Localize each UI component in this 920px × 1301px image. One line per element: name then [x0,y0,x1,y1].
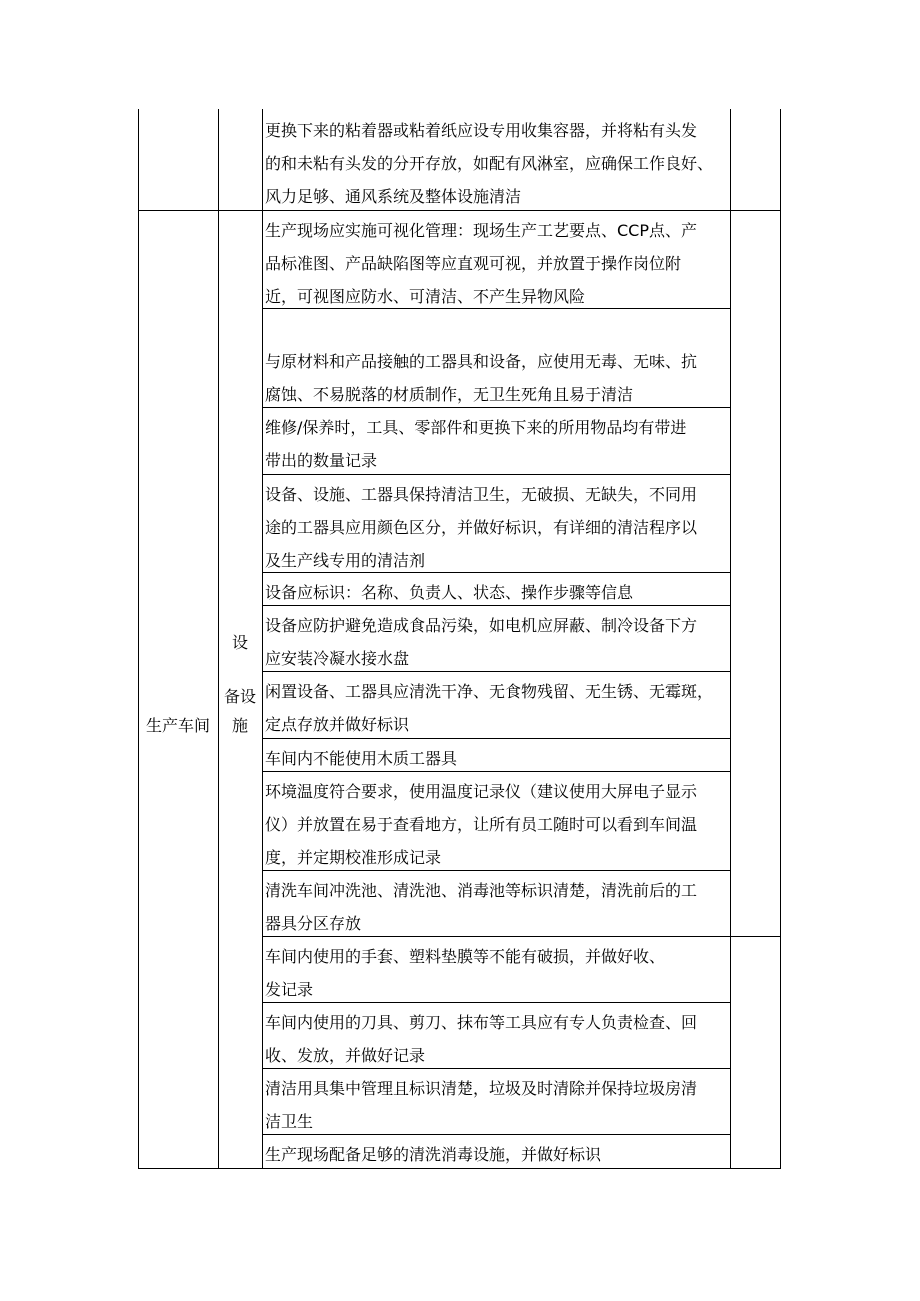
requirement-text-line: 风力足够、通风系统及整体设施清洁 [265,187,522,206]
requirement-text-line: 设备应标识：名称、负责人、状态、操作步骤等信息 [265,583,634,602]
requirement-text-line: 车间内使用的刀具、剪刀、抹布等工具应有专人负责检查、回 [265,1013,698,1032]
column-divider-2 [262,109,263,1169]
category-workshop: 生产车间 [146,716,211,735]
row-divider [262,1134,731,1135]
requirement-text-line: 定点存放并做好标识 [265,715,410,734]
requirement-text-line: 仪）并放置在易于查看地方，让所有员工随时可以看到车间温 [265,815,698,834]
requirement-text-line: 维修/保养时，工具、零部件和更换下来的所用物品均有带进 [265,418,687,437]
requirement-text-line: 闲置设备、工器具应清洗干净、无食物残留、无生锈、无霉斑， [265,682,714,701]
requirement-text-line: 洁卫生 [265,1112,314,1131]
subcategory-line-2: 备设 [224,687,257,706]
requirement-text-line: 生产现场应实施可视化管理：现场生产工艺要点、CCP点、产 [265,221,697,240]
requirement-text-line: 腐蚀、不易脱落的材质制作，无卫生死角且易于清洁 [265,385,634,404]
table-border-right [780,109,781,1169]
requirement-text-line: 生产现场配备足够的清洗消毒设施，并做好标识 [265,1145,602,1164]
requirement-text-line: 车间内不能使用木质工器具 [265,749,458,768]
requirement-text-line: 收、发放，并做好记录 [265,1046,426,1065]
requirement-text-line: 设备、设施、工器具保持清洁卫生，无破损、无缺失，不同用 [265,485,698,504]
table-border-left [138,109,139,1169]
requirement-text-line: 发记录 [265,980,314,999]
requirement-text-line: 器具分区存放 [265,914,362,933]
column-divider-3 [730,109,731,1169]
subcategory-line-3: 施 [232,716,249,735]
requirement-text-line: 环境温度符合要求，使用温度记录仪（建议使用大屏电子显示 [265,782,698,801]
requirement-text-line: 的和未粘有头发的分开存放，如配有风淋室，应确保工作良好、 [265,154,714,173]
requirement-text-line: 品标准图、产品缺陷图等应直观可视，并放置于操作岗位附 [265,254,682,273]
requirement-text-line: 带出的数量记录 [265,451,378,470]
column-divider-1 [218,109,219,1169]
requirement-text-line: 及生产线专用的清洁剂 [265,551,426,570]
requirement-text-line: 途的工器具应用颜色区分，并做好标识，有详细的清洁程序以 [265,518,698,537]
requirement-text-line: 设备应防护避免造成食品污染，如电机应屏蔽、制冷设备下方 [265,616,698,635]
subcategory-line-1: 设 [232,633,249,652]
requirement-text-line: 度，并定期校准形成记录 [265,848,442,867]
requirement-text-line: 近，可视图应防水、可清洁、不产生异物风险 [265,287,586,306]
requirement-text-line: 应安装冷凝水接水盘 [265,649,410,668]
requirement-text-line: 车间内使用的手套、塑料垫膜等不能有破损，并做好收、 [265,947,666,966]
requirement-text-line: 清洁用具集中管理且标识清楚，垃圾及时清除并保持垃圾房清 [265,1079,698,1098]
requirement-text-line: 与原材料和产品接触的工器具和设备，应使用无毒、无味、抗 [265,352,698,371]
row-divider [262,1002,731,1003]
requirement-text-line: 清洗车间冲洗池、清洗池、消毒池等标识清楚，清洗前后的工 [265,881,698,900]
requirement-text-line: 更换下来的粘着器或粘着纸应设专用收集容器，并将粘有头发 [265,121,698,140]
